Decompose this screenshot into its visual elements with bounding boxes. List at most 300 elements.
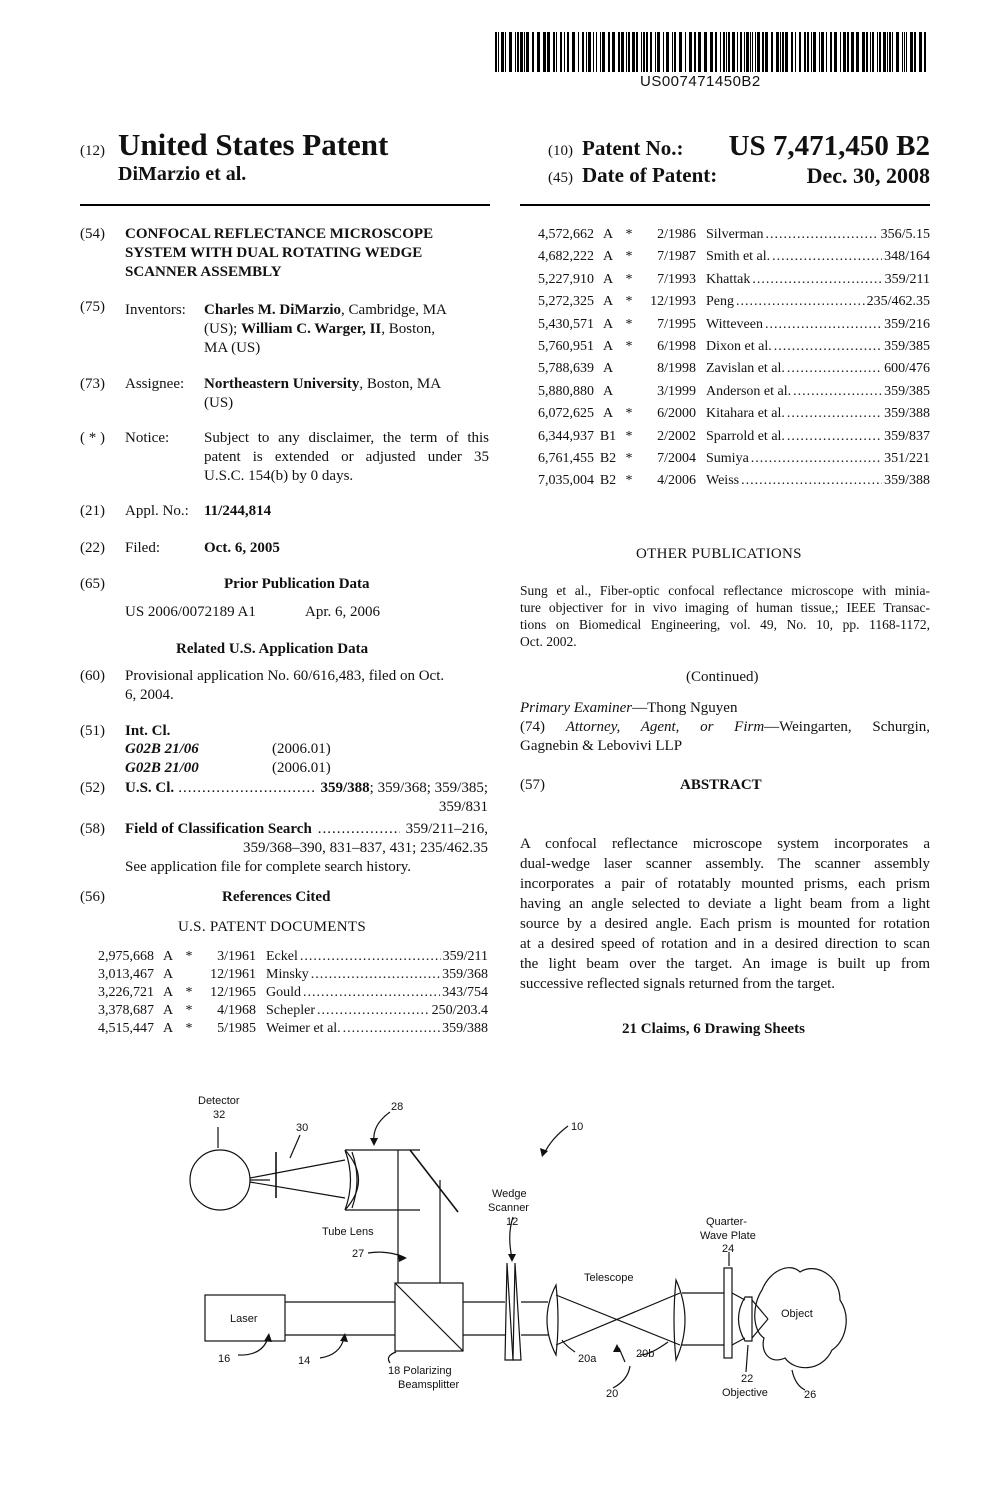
code-notice: ( * ) — [80, 430, 105, 446]
figure-label: Quarter- — [706, 1216, 747, 1228]
code-75: (75) — [80, 299, 105, 315]
code-12: (12) — [80, 143, 105, 159]
intcl-version: (2006.01) — [272, 741, 331, 757]
barcode-bar — [582, 32, 584, 72]
reference-kind: A — [602, 271, 614, 287]
barcode-bar — [596, 32, 597, 72]
reference-number: 3,226,721 — [98, 985, 154, 1000]
reference-row — [80, 1002, 488, 1020]
barcode-bar — [618, 32, 620, 72]
reference-kind: A — [602, 339, 614, 355]
reference-name: Peng — [706, 294, 734, 310]
reference-date: 6/2000 — [657, 406, 696, 422]
barcode-bar — [856, 32, 859, 72]
reference-name: Sumiya — [706, 451, 749, 467]
code-51: (51) — [80, 723, 105, 739]
field-search-value: 359/211–216, — [405, 821, 488, 837]
related-heading: Related U.S. Application Data — [176, 641, 369, 657]
publication-line: tions on Biomedical Engineering, vol. 49, No. 10, pp. 1168-1172, — [520, 617, 930, 632]
figure-label: 24 — [722, 1243, 735, 1255]
barcode-bar — [698, 32, 701, 72]
barcode-bar — [791, 32, 793, 72]
barcode-bar — [726, 32, 727, 72]
figure-label: Laser — [230, 1313, 258, 1325]
reference-number: 3,378,687 — [98, 1003, 154, 1018]
barcode-bar — [780, 32, 781, 72]
barcode-bar — [843, 32, 846, 72]
reference-row — [520, 358, 930, 380]
reference-kind: A — [602, 249, 614, 265]
leader-dots — [772, 246, 882, 268]
wedge-prism-shape — [513, 1263, 521, 1360]
barcode-bar — [755, 32, 756, 72]
publication-text — [520, 582, 930, 650]
barcode-bar — [547, 32, 550, 72]
barcode-bar — [564, 32, 565, 72]
uscl-row — [125, 779, 488, 798]
leader-dots — [752, 269, 882, 291]
leader-dots — [318, 820, 400, 839]
reference-name: Witteveen — [706, 316, 763, 332]
reference-star: * — [625, 406, 633, 422]
reference-kind: B2 — [599, 451, 617, 467]
reference-row — [520, 381, 930, 403]
reference-star: * — [625, 294, 633, 310]
inventor-name: Charles M. DiMarzio — [204, 302, 342, 318]
assignee-location: (US) — [204, 395, 234, 411]
reference-star: * — [625, 428, 633, 444]
barcode-bar — [636, 32, 638, 72]
barcode-bar — [632, 32, 635, 72]
reference-number: 2,975,668 — [98, 949, 154, 964]
notice-label: Notice: — [125, 430, 170, 446]
barcode-bar — [750, 32, 751, 72]
invention-title-line: SCANNER ASSEMBLY — [125, 264, 282, 280]
abstract-line: source by a desired angle. Each prism is mounted for rotation — [520, 916, 930, 932]
barcode-bar — [720, 32, 721, 72]
provisional-text — [125, 667, 493, 705]
barcode-bar — [746, 32, 749, 72]
reference-kind: B1 — [599, 428, 617, 444]
reference-row — [80, 948, 488, 966]
barcode-bar — [666, 32, 669, 72]
reference-row — [520, 291, 930, 313]
barcode-bar — [732, 32, 735, 72]
reference-kind: A — [162, 967, 174, 982]
leader-dots — [787, 403, 882, 425]
leader-dots — [787, 426, 882, 448]
barcode-bar — [826, 32, 827, 72]
intcl-label: Int. Cl. — [125, 723, 171, 739]
inventor-name: William C. Warger, II — [241, 321, 382, 337]
barcode — [495, 32, 930, 72]
barcode-bar — [578, 32, 579, 72]
reference-date: 3/1999 — [657, 383, 696, 399]
reference-class: 356/5.15 — [880, 227, 930, 242]
barcode-bar — [537, 32, 540, 72]
leader-dots — [300, 948, 441, 966]
figure-label: Scanner — [488, 1202, 529, 1214]
reference-row — [520, 470, 930, 492]
assignee-block — [204, 375, 494, 413]
barcode-bar — [804, 32, 806, 72]
reference-name: Anderson et al. — [706, 383, 792, 399]
code-74: (74) — [520, 719, 545, 735]
figure-label: 20b — [636, 1348, 655, 1360]
invention-title-line: SYSTEM WITH DUAL ROTATING WEDGE — [125, 245, 423, 261]
reference-class: 359/385 — [884, 383, 930, 399]
detector-shape — [190, 1150, 250, 1210]
field-search-line2: 359/368–390, 831–837, 431; 235/462.35 — [242, 840, 488, 856]
reference-name: Zavislan et al. — [706, 361, 785, 377]
reference-number: 6,761,455 — [538, 451, 594, 467]
reference-kind: A — [602, 227, 614, 242]
figure-label: Detector — [198, 1095, 240, 1107]
telescope-lens-shape — [674, 1280, 685, 1360]
reference-star: * — [625, 316, 633, 332]
barcode-bar — [694, 32, 696, 72]
field-search-note: See application file for complete search history. — [125, 859, 412, 875]
barcode-bar — [877, 32, 878, 72]
barcode-bar — [879, 32, 881, 72]
code-57: (57) — [520, 777, 545, 793]
code-60: (60) — [80, 668, 105, 684]
barcode-bar — [657, 32, 660, 72]
figure-label: 30 — [296, 1122, 309, 1134]
barcode-bar — [887, 32, 888, 72]
barcode-bar — [851, 32, 854, 72]
uscl-line2: 359/831 — [438, 799, 488, 815]
reference-class: 359/837 — [884, 428, 930, 444]
reference-row — [520, 224, 930, 246]
reference-name: Silverman — [706, 227, 764, 242]
inventor-location: , Boston, — [381, 321, 436, 337]
reference-row — [520, 269, 930, 291]
reference-class: 359/211 — [884, 271, 930, 287]
intcl-version: (2006.01) — [272, 760, 331, 776]
abstract-line: incorporates a pair of rotatably mounted prisms, each prism — [520, 876, 930, 892]
assignee-label: Assignee: — [125, 376, 185, 392]
barcode-bar — [862, 32, 865, 72]
barcode-bar — [757, 32, 760, 72]
figure-label: 22 — [741, 1373, 754, 1385]
reference-star: * — [185, 1021, 193, 1036]
barcode-bar — [621, 32, 624, 72]
abstract-body — [520, 834, 930, 994]
continued-note: (Continued) — [686, 669, 759, 685]
figure-label: Beamsplitter — [398, 1379, 460, 1391]
reference-row — [80, 984, 488, 1002]
reference-name: Sparrold et al. — [706, 428, 785, 444]
barcode-bar — [689, 32, 692, 72]
barcode-bar — [883, 32, 886, 72]
figure-label: 27 — [352, 1248, 365, 1260]
figure-label: Telescope — [584, 1272, 634, 1284]
us-docs-heading: U.S. PATENT DOCUMENTS — [178, 919, 366, 935]
leader-dots — [765, 314, 882, 336]
reference-star: * — [625, 249, 633, 265]
figure-label: 28 — [391, 1101, 404, 1113]
barcode-bar — [914, 32, 916, 72]
reference-row — [80, 1020, 488, 1038]
reference-number: 5,880,880 — [538, 383, 594, 399]
reference-number: 5,760,951 — [538, 339, 594, 355]
reference-name: Gould — [266, 985, 301, 1000]
reference-kind: A — [162, 1003, 174, 1018]
reference-row — [520, 336, 930, 358]
barcode-bar — [811, 32, 812, 72]
optical-system-figure — [0, 1080, 1000, 1420]
prior-pub-heading: Prior Publication Data — [224, 576, 370, 592]
figure-label: 16 — [218, 1353, 231, 1365]
barcode-bar — [505, 32, 506, 72]
publication-line: ture objectiver for in vivo imaging of human tissue,; IEEE Transac- — [520, 600, 930, 615]
leader-dots — [787, 358, 882, 380]
barcode-bar — [655, 32, 656, 72]
patent-type-title: United States Patent — [118, 127, 389, 162]
code-22: (22) — [80, 540, 105, 556]
reference-class: 359/385 — [884, 339, 930, 355]
figure-label: Object — [781, 1308, 813, 1320]
leader-dots — [178, 779, 316, 798]
reference-name: Weimer et al. — [266, 1021, 341, 1036]
reference-kind: A — [602, 294, 614, 310]
abstract-line: successive reflected signals returned from the target. — [520, 976, 836, 992]
barcode-bar — [650, 32, 652, 72]
reference-star: * — [185, 985, 193, 1000]
barcode-bar — [896, 32, 899, 72]
reference-class: 359/211 — [442, 949, 488, 964]
figure-label: Tube Lens — [322, 1226, 374, 1238]
fold-mirror-shape — [410, 1150, 458, 1212]
reference-number: 4,682,222 — [538, 249, 594, 265]
code-73: (73) — [80, 376, 105, 392]
date-label: Date of Patent: — [582, 163, 718, 187]
prior-pub-number: US 2006/0072189 A1 — [125, 604, 256, 620]
barcode-bar — [526, 32, 529, 72]
barcode-bar — [834, 32, 837, 72]
barcode-bar — [892, 32, 893, 72]
barcode-bar — [765, 32, 768, 72]
barcode-bar — [517, 32, 519, 72]
barcode-bar — [752, 32, 753, 72]
publication-line: Oct. 2002. — [520, 634, 577, 649]
figure-label: 10 — [571, 1121, 584, 1133]
patent-number: US 7,471,450 B2 — [728, 130, 930, 162]
barcode-bar — [866, 32, 868, 72]
reference-date: 7/1987 — [657, 249, 696, 265]
barcode-bar — [819, 32, 820, 72]
leader-dots — [751, 448, 882, 470]
right-references-list — [520, 224, 930, 493]
leader-dots — [774, 336, 882, 358]
notice-line: Subject to any disclaimer, the term of this — [204, 430, 489, 446]
barcode-bar — [612, 32, 615, 72]
uscl-rest: ; 359/368; 359/385; — [369, 780, 488, 796]
barcode-bar — [524, 32, 525, 72]
reference-row — [520, 314, 930, 336]
barcode-bar — [679, 32, 682, 72]
leader-dots — [311, 966, 440, 984]
invention-title-line: CONFOCAL REFLECTANCE MICROSCOPE — [125, 226, 434, 242]
barcode-bar — [515, 32, 516, 72]
code-21: (21) — [80, 503, 105, 519]
barcode-bar — [924, 32, 926, 72]
reference-row — [520, 426, 930, 448]
reference-star: * — [625, 473, 633, 489]
code-58: (58) — [80, 821, 105, 837]
barcode-bar — [553, 32, 555, 72]
reference-class: 250/203.4 — [431, 1003, 488, 1018]
inventor-location: (US); — [204, 321, 242, 337]
barcode-bar — [543, 32, 546, 72]
abstract-line: at a desired speed of rotation and in a desired direction to scan — [520, 936, 930, 952]
other-pubs-heading: OTHER PUBLICATIONS — [636, 546, 802, 562]
reference-date: 2/2002 — [657, 428, 696, 444]
figure-label: 12 — [506, 1216, 519, 1228]
reference-number: 5,430,571 — [538, 316, 594, 332]
barcode-bar — [771, 32, 773, 72]
abstract-line: having an angle selected to deviate a light beam from a light — [520, 896, 930, 912]
figure-label: 20 — [606, 1388, 619, 1400]
figure-label: 32 — [213, 1109, 226, 1121]
appl-number: 11/244,814 — [204, 503, 272, 519]
reference-number: 6,072,625 — [538, 406, 594, 422]
abstract-line: A confocal reflectance microscope system incorporates a — [520, 836, 930, 852]
barcode-bar — [704, 32, 707, 72]
reference-kind: A — [602, 383, 614, 399]
references-heading: References Cited — [222, 889, 331, 905]
barcode-bar — [626, 32, 627, 72]
barcode-bar — [821, 32, 824, 72]
document-number: US007471450B2 — [640, 73, 761, 90]
barcode-bar — [602, 32, 605, 72]
reference-date: 4/2006 — [657, 473, 696, 489]
reference-name: Schepler — [266, 1003, 315, 1018]
assignee-location: , Boston, MA — [359, 376, 442, 392]
intcl-code: G02B 21/06 — [125, 741, 199, 757]
leader-dots — [303, 984, 440, 1002]
wedge-prism-shape — [505, 1263, 513, 1360]
barcode-bar — [501, 32, 504, 72]
leader-dots — [317, 1002, 430, 1020]
barcode-bar — [728, 32, 730, 72]
reference-number: 4,515,447 — [98, 1021, 154, 1036]
barcode-bar — [498, 32, 499, 72]
inventors-block — [204, 301, 494, 358]
filed-label: Filed: — [125, 540, 161, 556]
reference-star: * — [625, 271, 633, 287]
code-10: (10) — [548, 143, 573, 159]
code-56: (56) — [80, 889, 105, 905]
barcode-bar — [840, 32, 841, 72]
barcode-bar — [672, 32, 673, 72]
reference-class: 359/368 — [442, 967, 488, 982]
barcode-bar — [641, 32, 642, 72]
appl-label: Appl. No.: — [125, 503, 189, 519]
figure-label: 20a — [578, 1353, 597, 1365]
reference-name: Weiss — [706, 473, 740, 489]
reference-date: 4/1968 — [217, 1003, 256, 1018]
barcode-bar — [737, 32, 738, 72]
reference-date: 3/1961 — [217, 949, 256, 964]
inventor-location: , Cambridge, MA — [341, 302, 447, 318]
reference-class: 343/754 — [442, 985, 488, 1000]
uscl-label: U.S. Cl. — [125, 780, 175, 796]
reference-name: Kitahara et al. — [706, 406, 785, 422]
barcode-bar — [740, 32, 742, 72]
prior-pub-date: Apr. 6, 2006 — [305, 604, 380, 620]
notice-line: U.S.C. 154(b) by 0 days. — [204, 468, 354, 484]
barcode-bar — [586, 32, 587, 72]
reference-number: 6,344,937 — [538, 428, 594, 444]
barcode-bar — [919, 32, 922, 72]
barcode-bar — [904, 32, 905, 72]
attorney-name: —Weingarten, Schurgin, — [764, 719, 930, 735]
reference-date: 5/1985 — [217, 1021, 256, 1036]
reference-date: 2/1986 — [657, 227, 696, 242]
quarter-wave-plate-shape — [724, 1268, 732, 1358]
abstract-line: dual-wedge laser scanner assembly. The scanner assembly — [520, 856, 930, 872]
barcode-bar — [785, 32, 788, 72]
reference-date: 12/1961 — [210, 967, 256, 982]
reference-kind: A — [162, 985, 174, 1000]
barcode-bar — [560, 32, 562, 72]
reference-class: 359/388 — [442, 1021, 488, 1036]
barcode-bar — [723, 32, 725, 72]
reference-number: 3,013,467 — [98, 967, 154, 982]
leader-dots — [343, 1020, 440, 1038]
figure-label: Objective — [722, 1387, 768, 1399]
reference-date: 12/1965 — [210, 985, 256, 1000]
barcode-bar — [807, 32, 809, 72]
barcode-bar — [663, 32, 664, 72]
reference-class: 359/388 — [884, 406, 930, 422]
barcode-bar — [567, 32, 569, 72]
provisional-line: 6, 2004. — [125, 687, 174, 703]
reference-kind: A — [602, 316, 614, 332]
reference-number: 5,272,325 — [538, 294, 594, 310]
header-rule-left — [80, 204, 490, 206]
leader-dots — [793, 381, 882, 403]
inventors-label: Inventors: — [125, 302, 186, 318]
barcode-bar — [608, 32, 610, 72]
intcl-code: G02B 21/00 — [125, 760, 199, 776]
examiner-line — [520, 699, 737, 718]
provisional-line: Provisional application No. 60/616,483, filed on Oct. — [125, 668, 445, 684]
reference-class: 235/462.35 — [866, 294, 930, 310]
code-65: (65) — [80, 576, 105, 592]
reference-kind: A — [602, 406, 614, 422]
barcode-bar — [532, 32, 534, 72]
claims-summary: 21 Claims, 6 Drawing Sheets — [622, 1021, 805, 1037]
reference-star: * — [185, 1003, 193, 1018]
assignee-name: Northeastern University — [204, 376, 360, 392]
uscl-main: 359/388 — [320, 780, 370, 796]
barcode-bar — [889, 32, 891, 72]
barcode-bar — [910, 32, 913, 72]
barcode-bar — [600, 32, 601, 72]
reference-name: Minsky — [266, 967, 309, 982]
reference-kind: A — [162, 949, 174, 964]
reference-class: 351/221 — [884, 451, 930, 467]
barcode-bar — [643, 32, 645, 72]
barcode-bar — [782, 32, 784, 72]
notice-line: patent is extended or adjusted under 35 — [204, 449, 489, 465]
code-54: (54) — [80, 226, 105, 242]
barcode-bar — [674, 32, 676, 72]
notice-text — [204, 429, 489, 486]
